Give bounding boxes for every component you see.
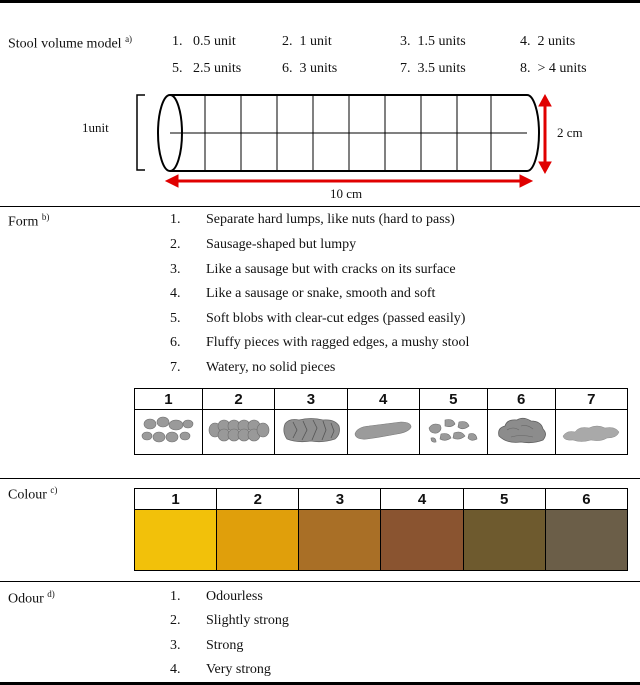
form-header-2: 2 [202,389,274,410]
odour-item-4: 4. Very strong [170,662,271,677]
top-rule [0,0,640,3]
form-image-cell-1 [135,410,203,455]
colour-swatch-3 [299,510,381,571]
colour-swatch-4 [381,510,463,571]
colour-swatch-row [135,510,628,571]
form-item-1: 1. Separate hard lumps, like nuts (hard to pass) [170,212,455,227]
volume-title-text: Stool volume model [8,36,122,52]
divider-form-colour [0,478,640,479]
odour-footnote: d) [47,589,55,599]
colour-header-5: 5 [463,489,545,510]
form-item-4: 4. Like a sausage or snake, smooth and soft [170,286,436,301]
form-item-3: 3. Like a sausage but with cracks on its surface [170,262,456,277]
form-image-cell-6 [487,410,555,455]
odour-item-2: 2. Slightly strong [170,613,289,628]
volume-item-7: 7. 3.5 units [400,61,466,76]
colour-footnote: c) [50,485,58,495]
odour-item-1: 1. Odourless [170,589,263,604]
form-item-6: 6. Fluffy pieces with ragged edges, a mushy stool [170,335,470,350]
lumpy-sausage-illustration [207,412,271,448]
volume-item-3: 3. 1.5 units [400,34,466,49]
form-image-cell-5 [419,410,487,455]
form-item-5: 5. Soft blobs with clear-cut edges (passed easily) [170,311,466,326]
volume-item-2: 2. 1 unit [282,34,332,49]
form-item-2: 2. Sausage-shaped but lumpy [170,237,357,252]
form-table [134,388,628,455]
volume-item-5: 5. 2.5 units [172,61,242,76]
volume-item-8: 8. > 4 units [520,61,587,76]
odour-title-text: Odour [8,591,44,607]
form-table-image-row [135,410,628,455]
form-item-7: 7. Watery, no solid pieces [170,360,336,375]
volume-cylinder-diagram [0,88,640,208]
volume-item-4: 4. 2 units [520,34,576,49]
form-header-3: 3 [275,389,347,410]
form-image-cell-7 [555,410,627,455]
cracked-sausage-illustration [279,412,343,448]
colour-swatch-6 [545,510,627,571]
form-image-cell-3 [275,410,347,455]
form-header-7: 7 [555,389,627,410]
cylinder-right-cap [527,95,539,171]
colour-title-text: Colour [8,487,47,503]
colour-swatch-2 [217,510,299,571]
divider-colour-odour [0,581,640,582]
form-section-title [8,212,49,231]
form-table-header-row [135,389,628,410]
volume-footnote: a) [125,34,133,44]
fluffy-pieces-illustration [491,412,551,448]
colour-table-header-row [135,489,628,510]
volume-item-6: 6. 3 units [282,61,338,76]
form-header-1: 1 [135,389,203,410]
height-label: 2 cm [557,125,583,140]
form-header-5: 5 [419,389,487,410]
colour-header-1: 1 [135,489,217,510]
colour-swatch-1 [135,510,217,571]
separate-lumps-illustration [138,412,198,448]
form-header-6: 6 [487,389,555,410]
colour-swatch-5 [463,510,545,571]
volume-section-title [8,34,132,53]
form-image-cell-2 [202,410,274,455]
smooth-snake-illustration [351,412,415,448]
volume-item-1: 1. 0.5 unit [172,34,236,49]
soft-blobs-illustration [423,412,483,448]
colour-header-2: 2 [217,489,299,510]
form-header-4: 4 [347,389,419,410]
height-arrow [539,95,551,173]
odour-item-3: 3. Strong [170,638,244,653]
form-footnote: b) [41,212,50,222]
colour-section-title [8,485,57,504]
colour-header-6: 6 [545,489,627,510]
form-image-cell-4 [347,410,419,455]
odour-section-title [8,589,55,608]
watery-illustration [559,412,623,448]
form-title-text: Form [8,214,39,230]
colour-header-4: 4 [381,489,463,510]
length-label: 10 cm [330,186,363,201]
colour-header-3: 3 [299,489,381,510]
unit-label: 1unit [82,120,109,135]
colour-table [134,488,628,571]
unit-bracket [137,95,145,170]
